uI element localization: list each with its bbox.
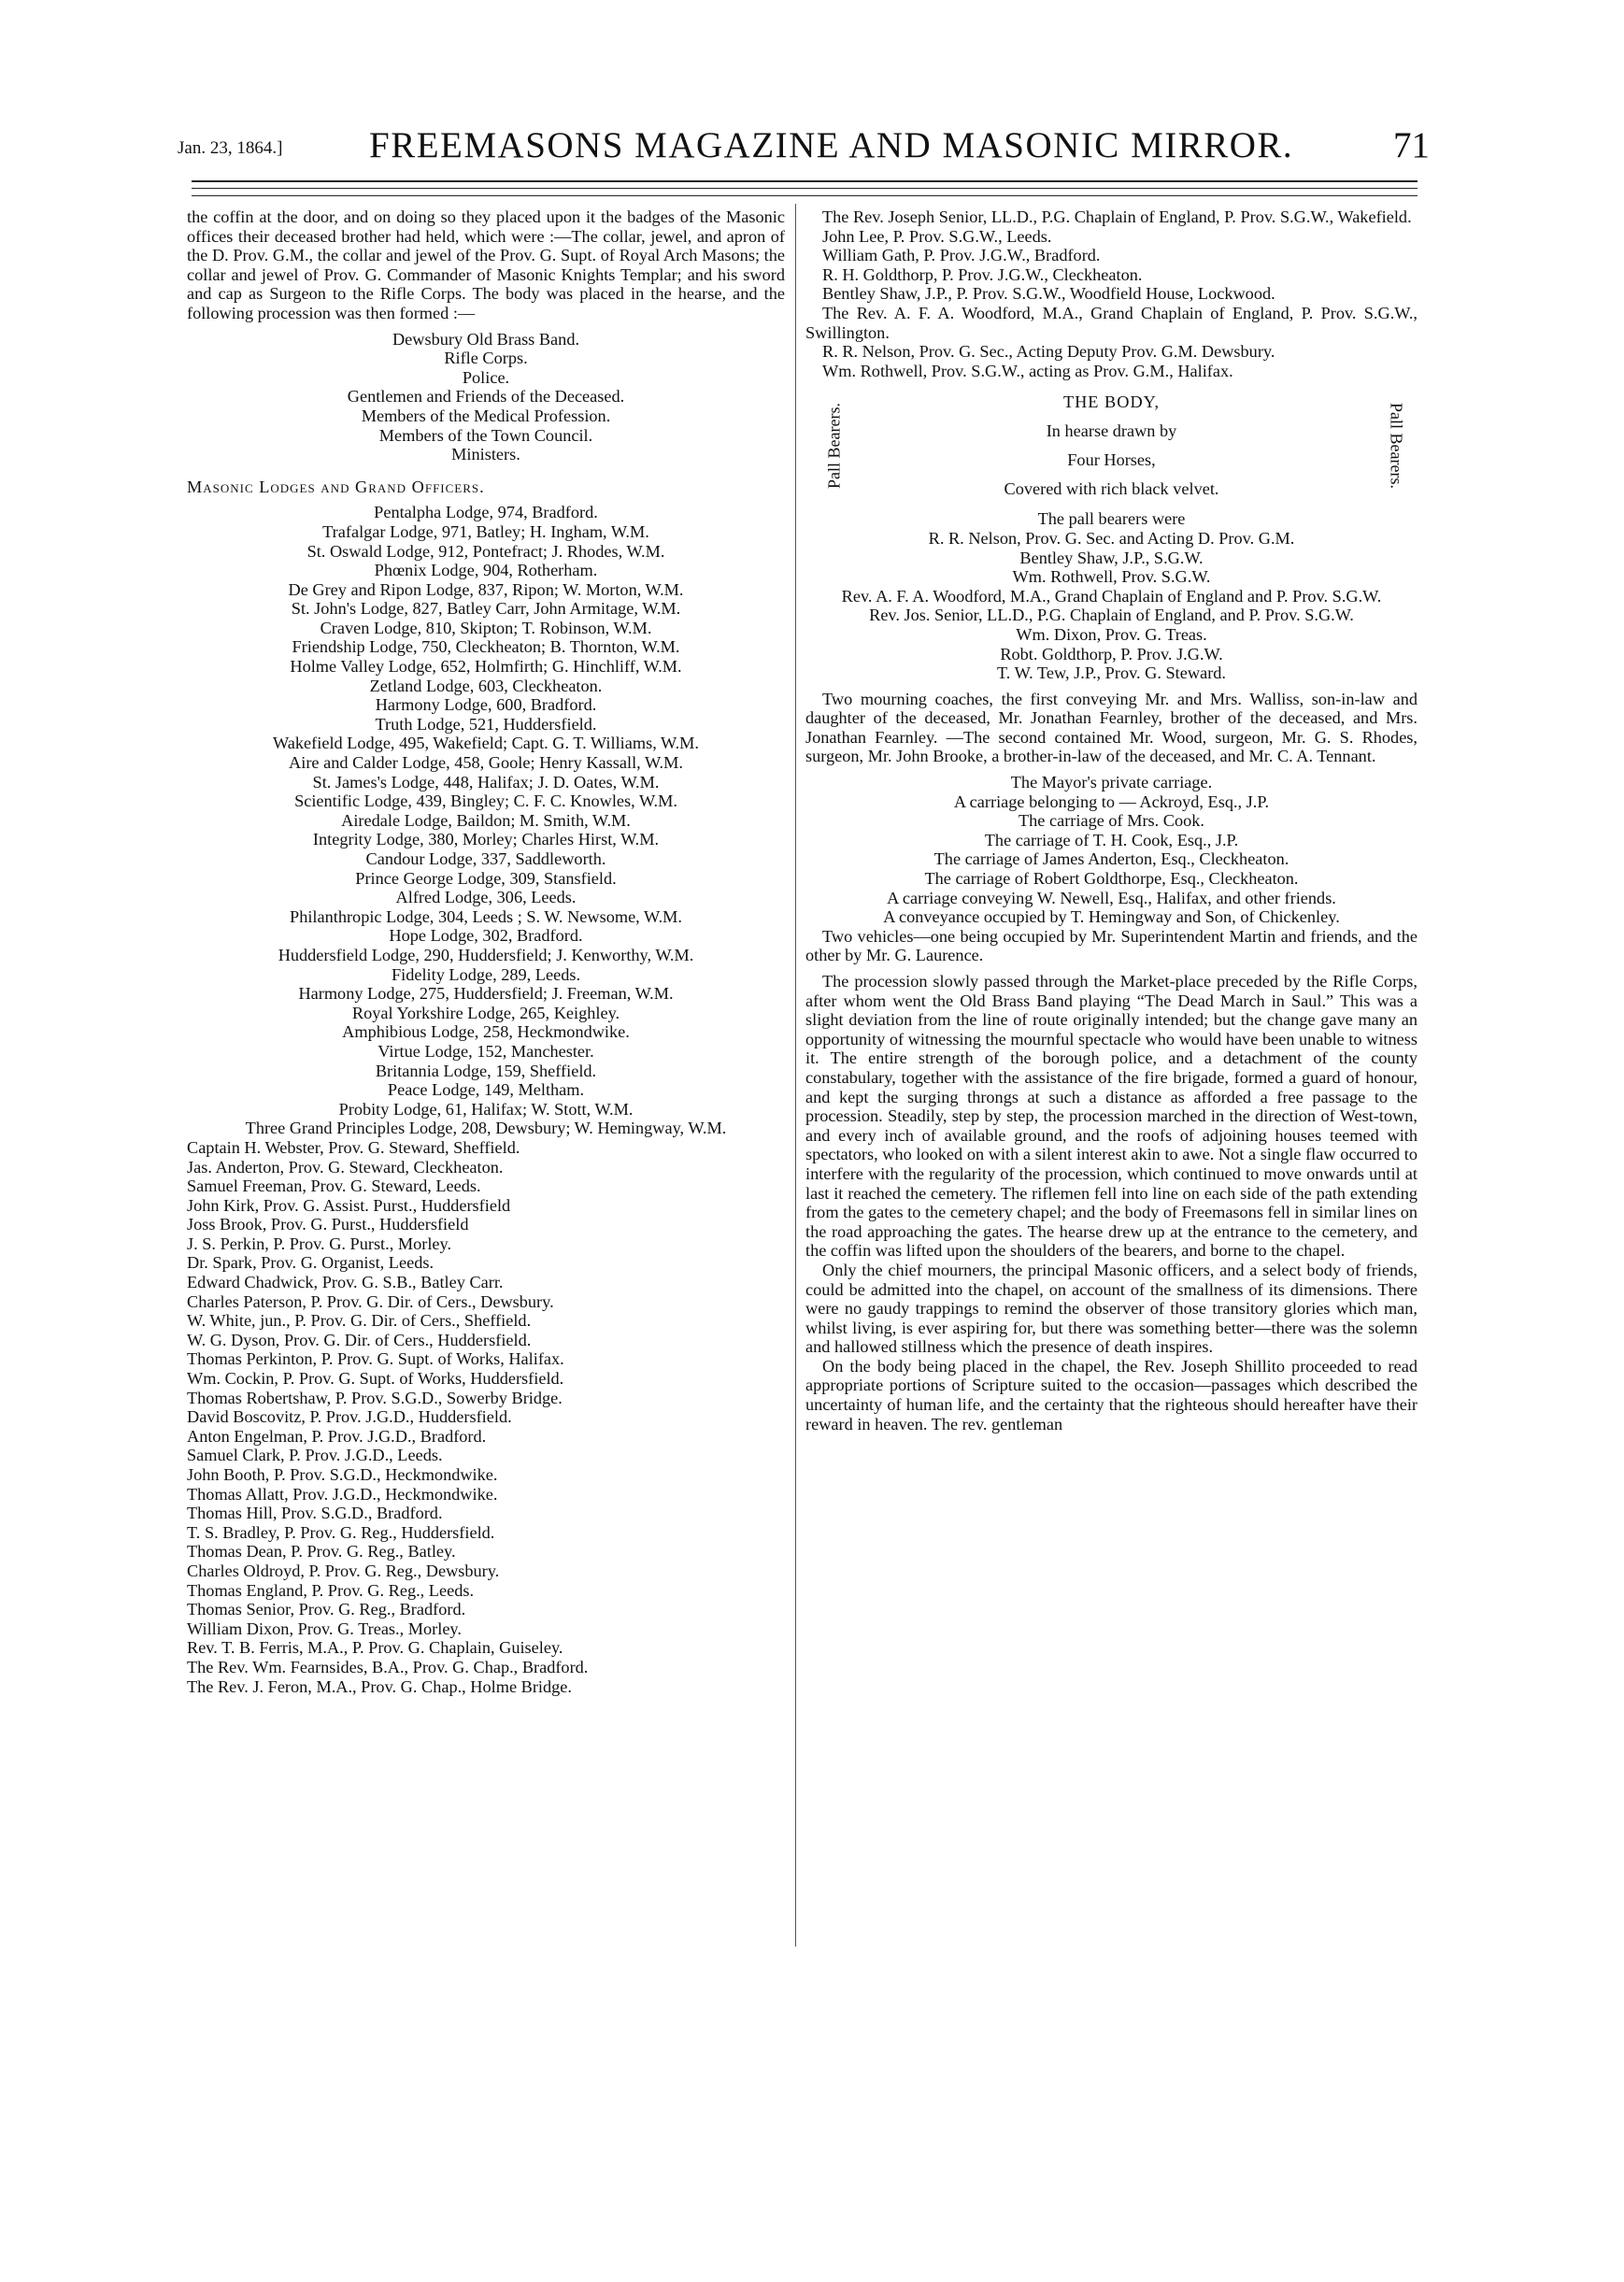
officer-item: Dr. Spark, Prov. G. Organist, Leeds. (187, 1253, 434, 1273)
carriages-list (805, 773, 1417, 965)
procession-paragraph: The procession slowly passed through the Market-place preceded by the Rifle Corps, after whom went the Old Brass Band playing “The Dead March in Saul.” This was a slight deviation from the line of route originally intended; but the change gave many an opportunity of witnessing the mournful spectacle who would have been unable to witness it. The entire strength of the borough police, and a detachment of the county constabulary, together with the assistance of the fire brigade, formed a guard of honour, and kept the surging throngs at such a distance as afforded a free passage to the procession. Steadily, step by step, the procession marched in the direction of West-town, and every inch of available ground, and the roofs of adjoining houses teemed with spectators, who looked on with a silent interest akin to awe. Not a single flaw occurred to interfere with the regularity of the procession, which continued to move onwards until at last it reached the cemetery. The riflemen fell into line on each side of the path extending from the gates to the cemetery chapel; and the body of Freemasons fell in similar lines on the road approaching the gates. The hearse drew up at the entrance to the cemetery, and the coffin was lifted upon the shoulders of the bearers, and borne to the chapel. (805, 972, 1417, 1261)
pall-bearers-text: Pall Bearers. (824, 403, 844, 490)
mourning-paragraph: Two mourning coaches, the first conveying Mr. and Mrs. Walliss, son-in-law and daughter of the deceased, Mr. Jonathan Fearnley, brother of the deceased, and Mrs. Jonathan Fearnley. —The second contained Mr. Wood, surgeon, Mr. G. S. Rhodes, surgeon, Mr. John Brooke, a brother-in-law of the deceased, and Mr. C. A. Tennant. (805, 689, 1417, 766)
body-line: Four Horses, (1067, 450, 1156, 470)
lodge-item: Trafalgar Lodge, 971, Batley; H. Ingham, W.M. (322, 521, 649, 541)
body-lines (862, 388, 1361, 504)
lodge-item: Airedale Lodge, Baildon; M. Smith, W.M. (341, 810, 631, 830)
lodge-item: Scientific Lodge, 439, Bingley; C. F. C. Knowles, W.M. (294, 792, 677, 811)
officer-item: Charles Paterson, P. Prov. G. Dir. of Cers., Dewsbury. (187, 1291, 554, 1311)
pall-bearer-item: Rev. Jos. Senior, LL.D., P.G. Chaplain of England, and P. Prov. S.G.W. (869, 606, 1354, 625)
officer-item: Samuel Freeman, Prov. G. Steward, Leeds. (187, 1177, 481, 1196)
officer-item: R. R. Nelson, Prov. G. Sec., Acting Deputy Prov. G.M. Dewsbury. (822, 342, 1275, 362)
lodge-item: De Grey and Ripon Lodge, 837, Ripon; W. Morton, W.M. (288, 579, 684, 599)
lodge-item: Phœnix Lodge, 904, Rotherham. (374, 561, 598, 580)
pall-bearer-item: Bentley Shaw, J.P., S.G.W. (1019, 548, 1204, 567)
carriage-item: A conveyance occupied by T. Hemingway and Son, of Chickenley. (883, 907, 1340, 927)
officer-item: T. S. Bradley, P. Prov. G. Reg., Huddersfield. (187, 1522, 495, 1542)
pall-bearers-list (805, 529, 1417, 683)
officer-item: J. S. Perkin, P. Prov. G. Purst., Morley. (187, 1234, 452, 1253)
carriage-item: The Mayor's private carriage. (1010, 773, 1213, 792)
officer-item: Bentley Shaw, J.P., P. Prov. S.G.W., Woodfield House, Lockwood. (822, 284, 1275, 304)
carriage-item: The carriage of Mrs. Cook. (1019, 811, 1204, 831)
chapel-paragraph: Only the chief mourners, the principal Masonic officers, and a select body of friends, could be admitted into the chapel, on account of the smallness of its dimensions. There were no gaudy trappings to remind the observer of those transitory glories which man, whilst living, is ever aspiring for, but there was something better—there was the solemn and hallowed stillness which the presence of death inspires. (805, 1260, 1417, 1357)
lodge-item: Fidelity Lodge, 289, Leeds. (391, 964, 581, 984)
lodges-heading: Masonic Lodges and Grand Officers. (187, 477, 485, 496)
officer-item: Edward Chadwick, Prov. G. S.B., Batley Carr. (187, 1273, 504, 1292)
procession-item: Dewsbury Old Brass Band. (392, 329, 580, 349)
officer-item: The Rev. J. Feron, M.A., Prov. G. Chap., Holme Bridge. (187, 1676, 572, 1696)
lodge-item: Truth Lodge, 521, Huddersfield. (375, 714, 597, 734)
carriage-item: A carriage conveying W. Newell, Esq., Halifax, and other friends. (887, 888, 1336, 907)
lodge-item: Aire and Calder Lodge, 458, Goole; Henry Kassall, W.M. (289, 753, 683, 773)
lodge-item: Britannia Lodge, 159, Sheffield. (375, 1061, 597, 1080)
magazine-title: FREEMASONS MAGAZINE AND MASONIC MIRROR. (369, 125, 1294, 165)
officer-item: Thomas Robertshaw, P. Prov. S.G.D., Sowerby Bridge. (187, 1388, 563, 1407)
body-line: Covered with rich black velvet. (1004, 479, 1219, 499)
procession-item: Gentlemen and Friends of the Deceased. (347, 387, 625, 406)
column-divider (795, 204, 796, 1947)
lodge-item: Holme Valley Lodge, 652, Holmfirth; G. Hinchliff, W.M. (290, 657, 682, 677)
procession-item: Members of the Town Council. (378, 425, 593, 445)
officer-item: Thomas Hill, Prov. S.G.D., Bradford. (187, 1504, 443, 1523)
officer-item: John Booth, P. Prov. S.G.D., Heckmondwike. (187, 1465, 498, 1484)
officer-item: The Rev. Wm. Fearnsides, B.A., Prov. G. Chap., Bradford. (187, 1657, 589, 1676)
officer-item: R. H. Goldthorp, P. Prov. J.G.W., Cleckheaton. (822, 264, 1143, 284)
pall-bearer-item: Rev. A. F. A. Woodford, M.A., Grand Chaplain of England and P. Prov. S.G.W. (841, 586, 1382, 606)
lodge-item: Harmony Lodge, 600, Bradford. (375, 695, 597, 715)
lodge-item: Friendship Lodge, 750, Cleckheaton; B. Thornton, W.M. (292, 637, 680, 657)
pall-bearers-label-right (1382, 395, 1410, 496)
lodge-item: Zetland Lodge, 603, Cleckheaton. (369, 676, 603, 695)
officers-list (187, 1138, 785, 1696)
officer-item: The Rev. A. F. A. Woodford, M.A., Grand Chaplain of England, P. Prov. S.G.W., Swillington. (805, 303, 1417, 342)
header-rule (192, 188, 1417, 189)
officer-item: Anton Engelman, P. Prov. J.G.D., Bradford. (187, 1426, 487, 1446)
lodge-item: Peace Lodge, 149, Meltham. (387, 1080, 585, 1100)
procession-item: Police. (462, 367, 510, 387)
lodge-item: Harmony Lodge, 275, Huddersfield; J. Freeman, W.M. (298, 984, 674, 1004)
lodge-item: Wakefield Lodge, 495, Wakefield; Capt. G. T. Williams, W.M. (273, 734, 699, 753)
officer-item: Captain H. Webster, Prov. G. Steward, Sheffield. (187, 1137, 520, 1157)
procession-list (187, 330, 785, 464)
lodge-item: Philanthropic Lodge, 304, Leeds ; S. W. Newsome, W.M. (290, 906, 682, 926)
officer-item: Wm. Rothwell, Prov. S.G.W., acting as Prov. G.M., Halifax. (822, 361, 1233, 380)
officer-item: Jas. Anderton, Prov. G. Steward, Cleckheaton. (187, 1157, 504, 1177)
header-rule (192, 180, 1417, 182)
lodge-item: St. James's Lodge, 448, Halifax; J. D. Oates, W.M. (312, 772, 660, 792)
lodge-item: Craven Lodge, 810, Skipton; T. Robinson, W.M. (320, 618, 652, 637)
page-header (159, 121, 1430, 178)
lodge-item: Three Grand Principles Lodge, 208, Dewsbury; W. Hemingway, W.M. (245, 1119, 727, 1138)
officer-item: Thomas England, P. Prov. G. Reg., Leeds. (187, 1580, 475, 1600)
procession-item: Rifle Corps. (444, 349, 528, 368)
officer-item: The Rev. Joseph Senior, LL.D., P.G. Chaplain of England, P. Prov. S.G.W., Wakefield. (822, 207, 1412, 226)
lodge-item: Royal Yorkshire Lodge, 265, Keighley. (351, 1003, 620, 1022)
page-number: 71 (1393, 125, 1430, 165)
lodge-item: Amphibious Lodge, 258, Heckmondwike. (342, 1022, 630, 1042)
pall-bearers-text: Pall Bearers. (1387, 403, 1406, 490)
officer-item: Thomas Perkinton, P. Prov. G. Supt. of Works, Halifax. (187, 1349, 564, 1369)
officer-item: W. White, jun., P. Prov. G. Dir. of Cers., Sheffield. (187, 1311, 532, 1331)
opening-paragraph: the coffin at the door, and on doing so they placed upon it the badges of the Masonic offices their deceased brother had held, which were :—The collar, jewel, and apron of the D. Prov. G.M., the collar and jewel of the Prov. G. Supt. of Royal Arch Masons; the collar and jewel of Prov. G. Commander of Masonic Knights Templar; and his sword and cap as Surgeon to the Rifle Corps. The body was placed in the hearse, and the following procession was then formed :— (187, 207, 785, 322)
officer-item: Samuel Clark, P. Prov. J.G.D., Leeds. (187, 1446, 443, 1465)
officer-item: Wm. Cockin, P. Prov. G. Supt. of Works, Huddersfield. (187, 1369, 564, 1389)
officer-item: John Kirk, Prov. G. Assist. Purst., Huddersfield (187, 1195, 511, 1215)
carriage-item: A carriage belonging to — Ackroyd, Esq., J.P. (953, 792, 1270, 811)
lodges-list (187, 503, 785, 1138)
officer-item: Charles Oldroyd, P. Prov. G. Reg., Dewsbury. (187, 1561, 500, 1580)
lodge-item: Pentalpha Lodge, 974, Bradford. (374, 503, 598, 522)
body-line: THE BODY, (1062, 392, 1161, 412)
officer-item: Thomas Dean, P. Prov. G. Reg., Batley. (187, 1542, 456, 1562)
lodge-item: Hope Lodge, 302, Bradford. (389, 926, 583, 946)
pall-bearer-item: T. W. Tew, J.P., Prov. G. Steward. (996, 663, 1226, 683)
pall-bearer-item: Wm. Dixon, Prov. G. Treas. (1016, 624, 1207, 644)
body-block (805, 388, 1417, 504)
officer-item: Joss Brook, Prov. G. Purst., Huddersfield (187, 1215, 469, 1234)
procession-item: Members of the Medical Profession. (361, 406, 611, 425)
officer-item: David Boscovitz, P. Prov. J.G.D., Huddersfield. (187, 1407, 512, 1427)
procession-item: Ministers. (451, 445, 520, 464)
lodge-item: Huddersfield Lodge, 290, Huddersfield; J. Kenworthy, W.M. (278, 945, 694, 964)
pall-bearers-intro: The pall bearers were (1037, 509, 1186, 529)
lodge-item: Alfred Lodge, 306, Leeds. (395, 888, 577, 907)
carriage-item: Two vehicles—one being occupied by Mr. Superintendent Martin and friends, and the other by Mr. G. Laurence. (805, 926, 1417, 965)
officer-item: Thomas Allatt, Prov. J.G.D., Heckmondwike. (187, 1484, 498, 1504)
lodge-item: Prince George Lodge, 309, Stansfield. (355, 868, 617, 888)
body-line: In hearse drawn by (1046, 421, 1177, 441)
header-rule (192, 195, 1417, 196)
scripture-paragraph: On the body being placed in the chapel, the Rev. Joseph Shillito proceeded to read appropriate portions of Scripture suited to the occasion—passages which described the uncertainty of human life, and the certainty that the righteous should hereafter have their reward in heaven. The rev. gentleman (805, 1356, 1417, 1433)
lodge-item: St. Oswald Lodge, 912, Pontefract; J. Rhodes, W.M. (306, 541, 665, 561)
lodge-item: Probity Lodge, 61, Halifax; W. Stott, W.M. (338, 1099, 634, 1119)
carriage-item: The carriage of James Anderton, Esq., Cleckheaton. (933, 849, 1289, 869)
carriage-item: The carriage of Robert Goldthorpe, Esq., Cleckheaton. (924, 869, 1299, 889)
pall-bearer-item: R. R. Nelson, Prov. G. Sec. and Acting D. Prov. G.M. (928, 528, 1295, 548)
carriage-item: The carriage of T. H. Cook, Esq., J.P. (984, 830, 1239, 849)
officer-item: Thomas Senior, Prov. G. Reg., Bradford. (187, 1600, 466, 1619)
officer-item: William Dixon, Prov. G. Treas., Morley. (187, 1619, 462, 1638)
lodge-item: Candour Lodge, 337, Saddleworth. (365, 849, 606, 868)
pall-bearers-label-left (820, 395, 848, 496)
pall-bearer-item: Robt. Goldthorp, P. Prov. J.G.W. (1000, 644, 1223, 663)
lodge-item: Virtue Lodge, 152, Manchester. (378, 1041, 594, 1061)
officer-item: William Gath, P. Prov. J.G.W., Bradford. (822, 246, 1101, 265)
lodge-item: St. John's Lodge, 827, Batley Carr, John Armitage, W.M. (291, 599, 681, 619)
officers-continued-list (805, 207, 1417, 380)
officer-item: Rev. T. B. Ferris, M.A., P. Prov. G. Chaplain, Guiseley. (187, 1638, 563, 1658)
pall-bearer-item: Wm. Rothwell, Prov. S.G.W. (1012, 567, 1211, 587)
officer-item: W. G. Dyson, Prov. G. Dir. of Cers., Huddersfield. (187, 1330, 532, 1349)
lodge-item: Integrity Lodge, 380, Morley; Charles Hirst, W.M. (312, 830, 660, 849)
left-column (187, 207, 785, 1696)
officer-item: John Lee, P. Prov. S.G.W., Leeds. (822, 226, 1052, 246)
issue-date: Jan. 23, 1864.] (178, 138, 283, 158)
right-column (805, 207, 1417, 1433)
